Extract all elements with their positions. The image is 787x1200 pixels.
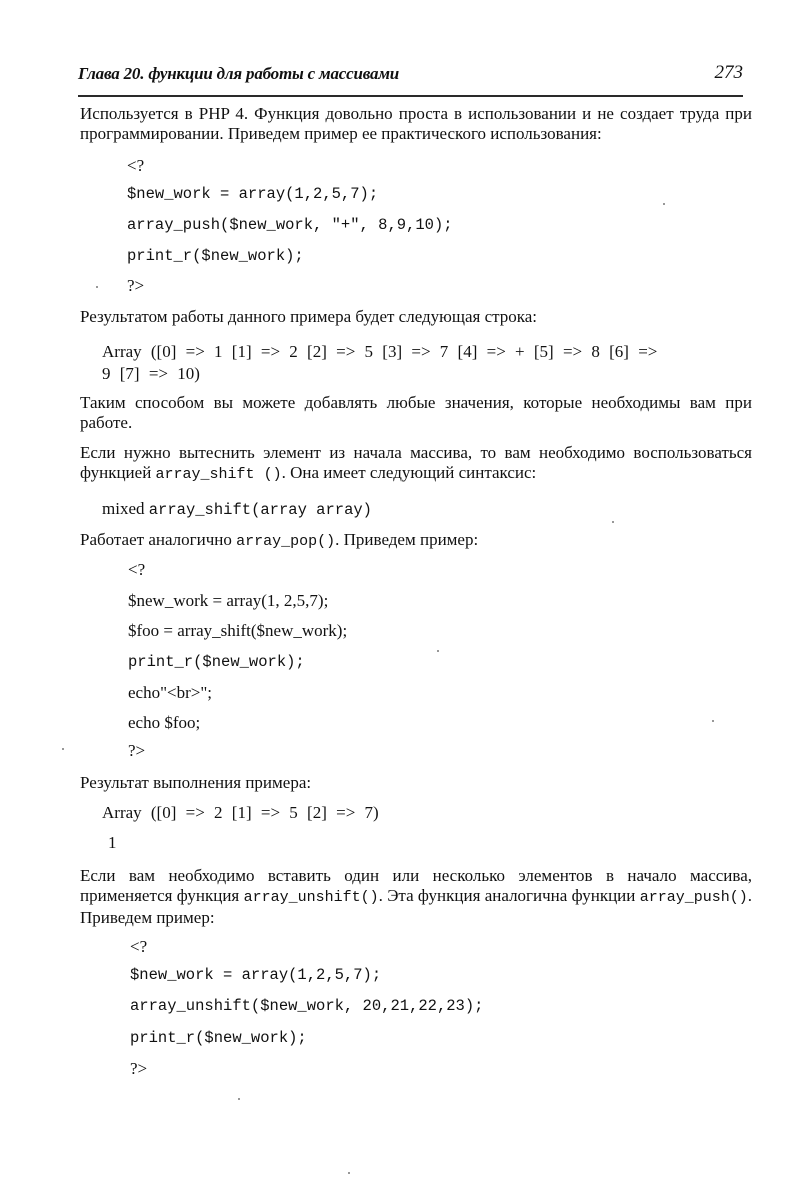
p7-text-after: . Приведем пример: (80, 886, 752, 927)
p7-func-array-push: array_push() (639, 889, 748, 906)
p7-func-array-unshift: array_unshift() (243, 889, 379, 906)
code2-line-4: print_r($new_work); (128, 653, 305, 671)
p5-text-after: . Приведем пример: (335, 530, 479, 549)
code3-line-3: array_unshift($new_work, 20,21,22,23); (130, 997, 484, 1015)
code3-line-4: print_r($new_work); (130, 1029, 307, 1047)
paragraph-result-intro: Результатом работы данного примера будет следующая строка: (80, 307, 538, 326)
output2-line-2: 1 (108, 833, 117, 852)
paragraph-intro: Используется в PHP 4. Функция довольно проста в использовании и не создает труда при программировании. Приведем пример ее практического использования: (80, 104, 752, 143)
paragraph-any-values: Таким способом вы можете добавлять любые значения, которые необходимы вам при работе. (80, 393, 752, 432)
page-header (78, 60, 743, 90)
output1-line-2: 9 [7] => 10) (102, 364, 200, 383)
paragraph-works-like-pop (80, 530, 752, 552)
code2-line-5: echo"<br>"; (128, 683, 213, 702)
p7-text-before: Если вам необходимо вставить один или несколько элементов в начало массива, применяется функция (80, 866, 752, 905)
paragraph-unshift-intro (80, 866, 752, 928)
code2-line-1: <? (128, 560, 146, 579)
output2-line-1: Array ([0] => 2 [1] => 5 [2] => 7) (102, 803, 379, 822)
page-number: 273 (714, 62, 743, 83)
chapter-title: Глава 20. функции для работы с массивами (78, 64, 400, 83)
code3-line-2: $new_work = array(1,2,5,7); (130, 966, 382, 984)
scan-speck (96, 286, 98, 288)
scan-speck (238, 1098, 240, 1100)
scan-speck (712, 720, 714, 722)
syntax-signature: array_shift(array array) (148, 501, 372, 519)
scan-speck (663, 203, 665, 205)
paragraph-result-label: Результат выполнения примера: (80, 773, 312, 792)
p7-text-middle: . Эта функция аналогична функции (378, 886, 640, 905)
scan-speck (437, 650, 439, 652)
p4-text-before: Если нужно вытеснить элемент из начала массива, то вам необходимо воспользоваться функцией (80, 443, 752, 482)
code2-line-7: ?> (128, 741, 146, 760)
scan-speck (348, 1172, 350, 1174)
code2-line-2 (128, 591, 328, 611)
output1-line-1: Array ([0] => 1 [1] => 2 [2] => 5 [3] => 7 [4] => + [5] => 8 [6] => (102, 342, 658, 361)
code1-line-3: array_push($new_work, "+", 8,9,10); (127, 216, 453, 234)
p4-func-array-shift: array_shift () (155, 466, 282, 483)
scan-speck (612, 521, 614, 523)
code2-line-3: $foo = array_shift($new_work); (128, 621, 348, 640)
p5-text-before: Работает аналогично (80, 530, 237, 549)
code1-line-5: ?> (127, 276, 145, 295)
code1-line-1: <? (127, 156, 145, 175)
code3-line-1: <? (130, 937, 148, 956)
code1-line-2: $new_work = array(1,2,5,7); (127, 185, 379, 203)
syntax-return-type: mixed (102, 499, 145, 518)
code2-line-2-text: $new_work = array(1, 2,5,7); (128, 591, 329, 610)
code3-line-5: ?> (130, 1059, 148, 1078)
p4-text-after: . Она имеет следующий синтаксис: (281, 463, 537, 482)
code1-line-4: print_r($new_work); (127, 247, 304, 265)
header-rule (78, 95, 743, 97)
code2-line-6: echo $foo; (128, 713, 201, 732)
paragraph-shift-intro (80, 443, 752, 485)
syntax-line (102, 499, 372, 520)
p5-func-array-pop: array_pop() (236, 533, 336, 550)
scan-speck (62, 748, 64, 750)
